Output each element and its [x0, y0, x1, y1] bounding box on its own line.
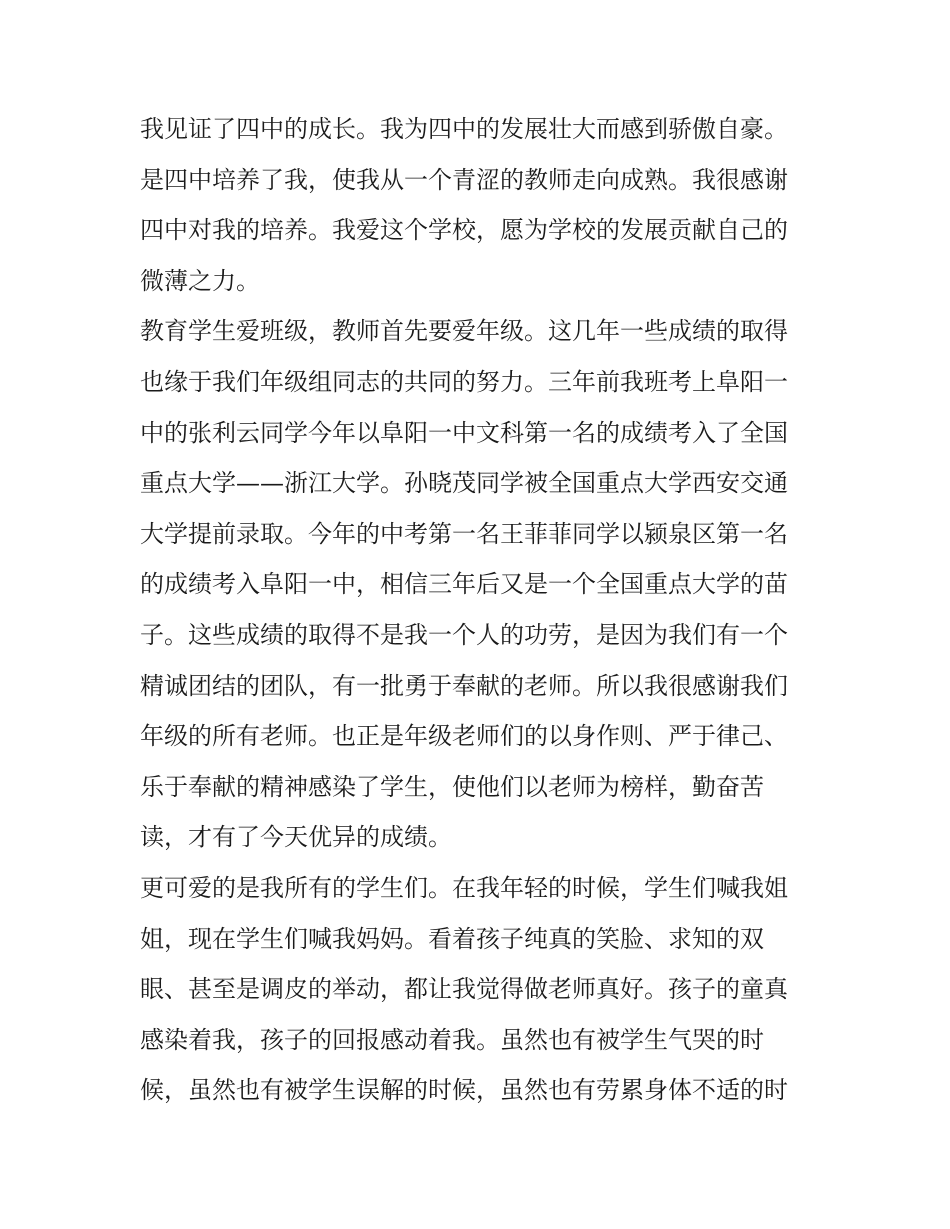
text-line: 眼、甚至是调皮的举动，都让我觉得做老师真好。孩子的童真	[140, 975, 788, 1004]
text-line: 也缘于我们年级组同志的共同的努力。三年前我班考上阜阳一	[140, 367, 788, 396]
body-text	[140, 104, 812, 1116]
text-line: 的成绩考入阜阳一中，相信三年后又是一个全国重点大学的苗	[140, 570, 788, 599]
text-line: 更可爱的是我所有的学生们。在我年轻的时候，学生们喊我姐	[140, 873, 788, 902]
text-line: 候，虽然也有被学生误解的时候，虽然也有劳累身体不适的时	[140, 1076, 788, 1105]
text-line: 四中对我的培养。我爱这个学校，愿为学校的发展贡献自己的	[140, 216, 788, 245]
text-line: 大学提前录取。今年的中考第一名王菲菲同学以颍泉区第一名	[140, 519, 788, 548]
text-line: 读，才有了今天优异的成绩。	[140, 823, 452, 852]
text-line: 姐，现在学生们喊我妈妈。看着孩子纯真的笑脸、求知的双	[140, 924, 764, 953]
text-line: 精诚团结的团队，有一批勇于奉献的老师。所以我很感谢我们	[140, 671, 788, 700]
text-line: 微薄之力。	[140, 266, 260, 295]
text-line: 感染着我，孩子的回报感动着我。虽然也有被学生气哭的时	[140, 1025, 764, 1054]
text-line: 重点大学——浙江大学。孙晓茂同学被全国重点大学西安交通	[140, 469, 788, 498]
paragraph-3	[140, 863, 812, 1116]
text-line: 年级的所有老师。也正是年级老师们的以身作则、严于律己、	[140, 722, 788, 751]
text-line: 我见证了四中的成长。我为四中的发展壮大而感到骄傲自豪。	[140, 115, 788, 143]
text-line: 是四中培养了我，使我从一个青涩的教师走向成熟。我很感谢	[140, 165, 788, 194]
text-line: 教育学生爱班级，教师首先要爱年级。这几年一些成绩的取得	[140, 317, 788, 346]
paragraph-2	[140, 306, 812, 863]
paragraph-1	[140, 104, 812, 306]
text-line: 子。这些成绩的取得不是我一个人的功劳，是因为我们有一个	[140, 620, 788, 649]
text-line: 中的张利云同学今年以阜阳一中文科第一名的成绩考入了全国	[140, 418, 788, 447]
text-line: 乐于奉献的精神感染了学生，使他们以老师为榜样，勤奋苦	[140, 772, 764, 801]
